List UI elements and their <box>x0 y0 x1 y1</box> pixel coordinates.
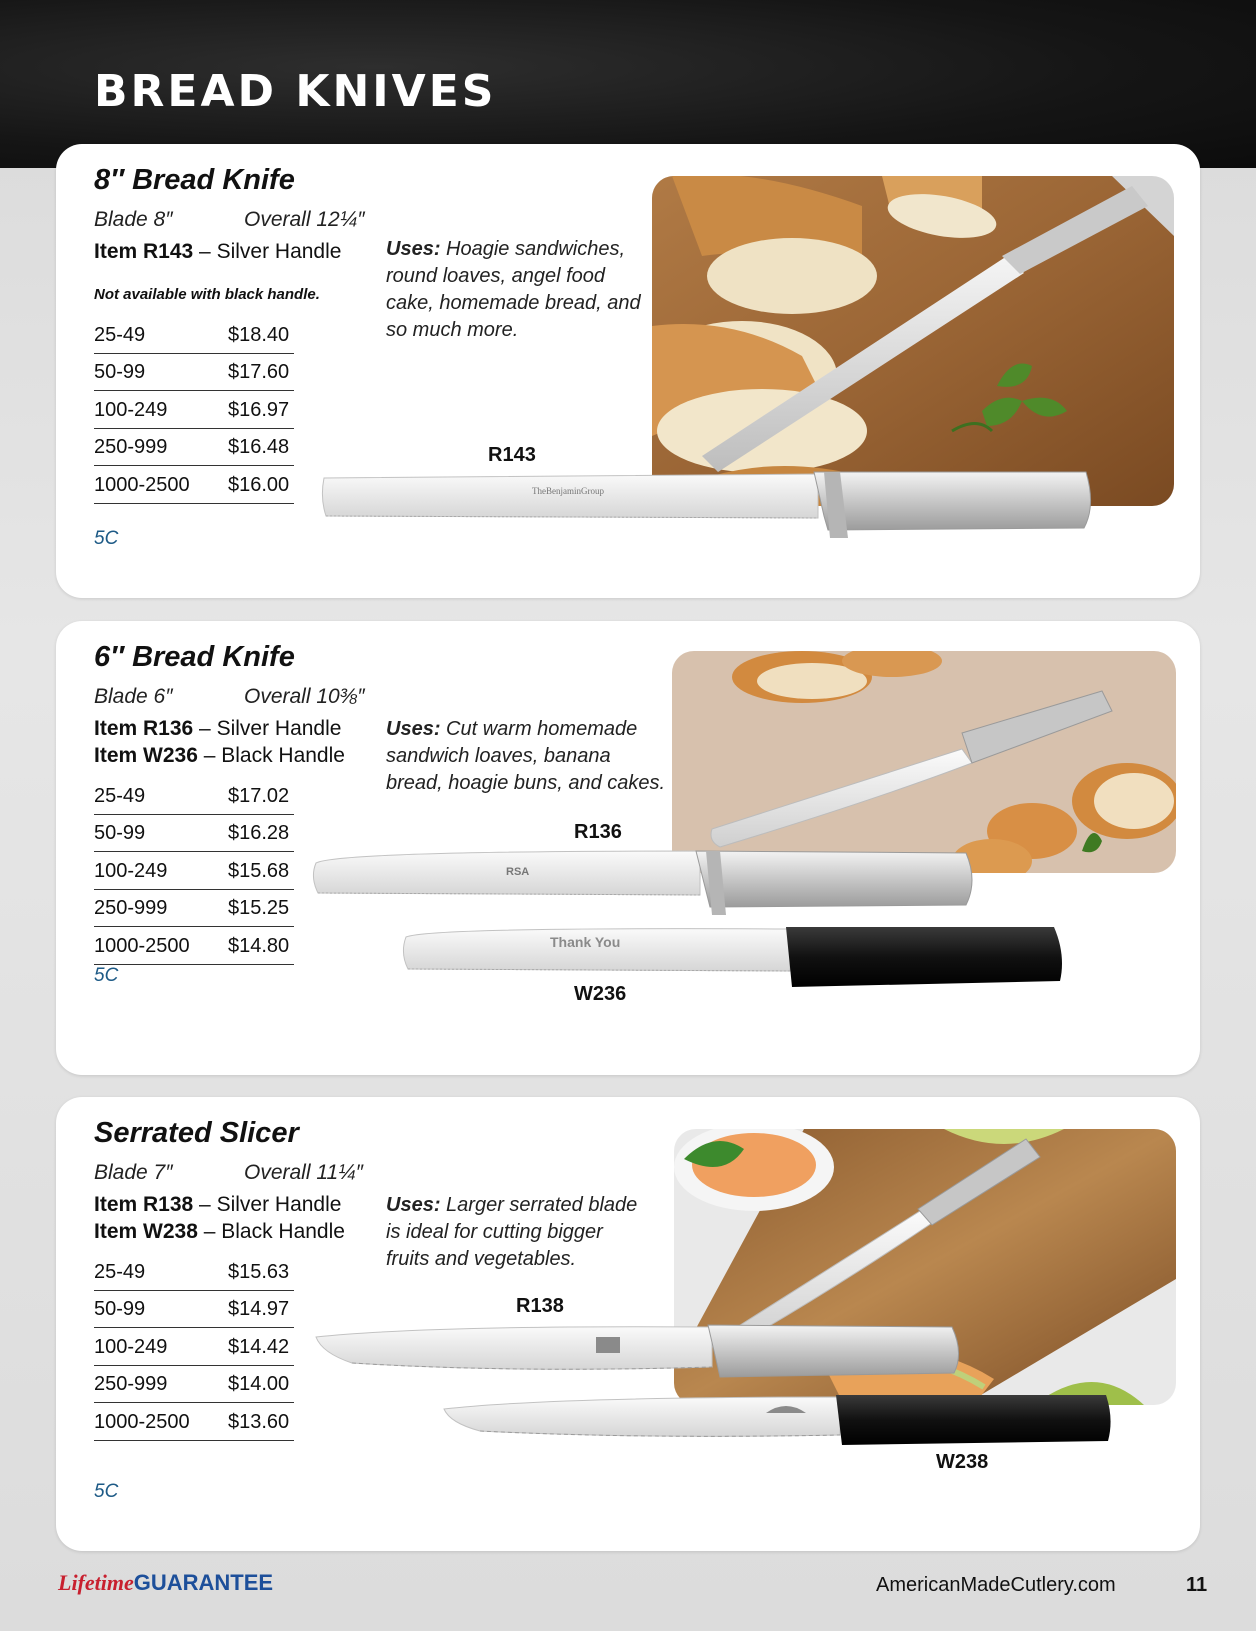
overall-length: Overall 10⅜″ <box>244 685 365 708</box>
product-photo-bread-slices <box>672 651 1176 873</box>
quantity-range: 50-99 <box>94 361 146 383</box>
imprint-text: Thank You <box>550 934 621 950</box>
overall-length: Overall 11¼″ <box>244 1161 364 1184</box>
quantity-range: 1000-2500 <box>94 934 190 957</box>
table-row <box>94 1403 294 1441</box>
uses-description: Larger serrated blade is ideal for cutting bigger fruits and vegetables. <box>386 1194 638 1270</box>
table-row <box>94 890 294 928</box>
quantity-range: 50-99 <box>94 1298 146 1320</box>
unit-price: $14.97 <box>228 1298 290 1320</box>
knife-r143-illustration <box>318 466 1108 542</box>
uses-text <box>386 236 656 344</box>
table-row <box>94 1366 294 1404</box>
table-row <box>94 927 294 965</box>
uses-label: Uses: <box>386 238 441 260</box>
guarantee-word: GUARANTEE <box>133 1570 274 1595</box>
website-link[interactable]: AmericanMadeCutlery.com <box>876 1574 1116 1596</box>
quantity-range: 100-249 <box>94 859 168 882</box>
item-line <box>94 717 341 741</box>
product-card-6in-bread-knife <box>56 621 1200 1075</box>
lifetime-guarantee-logo <box>58 1570 273 1596</box>
quantity-range: 250-999 <box>94 1373 168 1395</box>
item-line <box>94 744 345 768</box>
guarantee-lifetime-word: Lifetime <box>58 1570 134 1595</box>
product-title: 8″ Bread Knife <box>94 164 295 196</box>
quantity-range: 250-999 <box>94 897 168 919</box>
knife-label-w236: W236 <box>574 983 627 1005</box>
unit-price: $16.00 <box>228 473 290 496</box>
item-line <box>94 240 341 264</box>
uses-text <box>386 1192 648 1273</box>
uses-description: Cut warm homemade sandwich loaves, banana bread, hoagie buns, and cakes. <box>386 718 666 794</box>
item-line <box>94 1220 345 1244</box>
knife-label-r136: R136 <box>574 821 622 843</box>
product-photo-bread-board <box>652 176 1174 506</box>
table-row <box>94 1253 294 1291</box>
uses-text <box>386 716 666 797</box>
quantity-range: 50-99 <box>94 822 146 844</box>
item-code: Item W236 <box>94 744 198 767</box>
item-code: Item W238 <box>94 1220 198 1243</box>
unit-price: $16.48 <box>228 436 290 458</box>
uses-description: Hoagie sandwiches, round loaves, angel food cake, homemade bread, and so much more. <box>386 238 641 341</box>
quantity-range: 100-249 <box>94 398 168 421</box>
knife-w238-illustration <box>440 1391 1130 1451</box>
imprint-code: 5C <box>94 1481 119 1502</box>
product-title: 6″ Bread Knife <box>94 641 295 673</box>
quantity-range: 25-49 <box>94 784 146 807</box>
item-line <box>94 1193 341 1217</box>
unit-price: $16.97 <box>228 398 290 421</box>
page-number: 11 <box>1186 1574 1208 1596</box>
page-title: BREAD KNIVES <box>94 66 497 117</box>
bread-board-illustration <box>652 176 1174 506</box>
table-row <box>94 852 294 890</box>
unit-price: $15.68 <box>228 859 290 882</box>
item-description: – Black Handle <box>197 744 345 767</box>
imprint-logo: TheBenjaminGroup <box>532 486 604 496</box>
unit-price: $14.00 <box>228 1373 290 1395</box>
table-row <box>94 429 294 467</box>
price-table <box>94 777 294 965</box>
table-row <box>94 1328 294 1366</box>
quantity-range: 25-49 <box>94 323 146 346</box>
item-description: – Silver Handle <box>193 1193 342 1216</box>
knife-label-r143: R143 <box>488 444 536 466</box>
table-row <box>94 316 294 354</box>
uses-label: Uses: <box>386 718 441 740</box>
quantity-range: 250-999 <box>94 436 168 458</box>
item-code: Item R143 <box>94 240 194 263</box>
knife-label-w238: W238 <box>936 1451 989 1473</box>
blade-length: Blade 8″ <box>94 208 173 231</box>
blade-length: Blade 7″ <box>94 1161 173 1184</box>
unit-price: $18.40 <box>228 323 290 346</box>
unit-price: $13.60 <box>228 1410 290 1433</box>
unit-price: $14.42 <box>228 1335 290 1358</box>
item-description: – Silver Handle <box>193 240 342 263</box>
imprint-code: 5C <box>94 965 119 986</box>
unit-price: $17.60 <box>228 361 290 383</box>
overall-length: Overall 12¼″ <box>244 208 365 231</box>
table-row <box>94 777 294 815</box>
item-description: – Black Handle <box>197 1220 345 1243</box>
unit-price: $16.28 <box>228 822 290 844</box>
item-code: Item R136 <box>94 717 194 740</box>
item-code: Item R138 <box>94 1193 194 1216</box>
unit-price: $17.02 <box>228 784 290 807</box>
item-description: – Silver Handle <box>193 717 342 740</box>
price-table <box>94 1253 294 1441</box>
table-row <box>94 466 294 504</box>
quantity-range: 100-249 <box>94 1335 168 1358</box>
uses-label: Uses: <box>386 1194 441 1216</box>
table-row <box>94 354 294 392</box>
table-row <box>94 815 294 853</box>
unit-price: $14.80 <box>228 934 290 957</box>
table-row <box>94 391 294 429</box>
availability-note: Not available with black handle. <box>94 286 320 303</box>
price-table <box>94 316 294 504</box>
table-row <box>94 1291 294 1329</box>
knife-r136-illustration <box>310 847 1070 917</box>
imprint-logo: RSA <box>506 866 530 878</box>
quantity-range: 25-49 <box>94 1260 146 1283</box>
knife-r138-illustration <box>312 1323 972 1387</box>
product-card-8in-bread-knife <box>56 144 1200 598</box>
unit-price: $15.63 <box>228 1260 290 1283</box>
bread-slices-illustration <box>672 651 1176 873</box>
unit-price: $15.25 <box>228 897 290 919</box>
quantity-range: 1000-2500 <box>94 473 190 496</box>
product-card-serrated-slicer <box>56 1097 1200 1551</box>
knife-w236-illustration <box>400 921 1120 993</box>
knife-label-r138: R138 <box>516 1295 564 1317</box>
quantity-range: 1000-2500 <box>94 1410 190 1433</box>
imprint-code: 5C <box>94 528 119 549</box>
product-title: Serrated Slicer <box>94 1117 299 1149</box>
blade-length: Blade 6″ <box>94 685 173 708</box>
